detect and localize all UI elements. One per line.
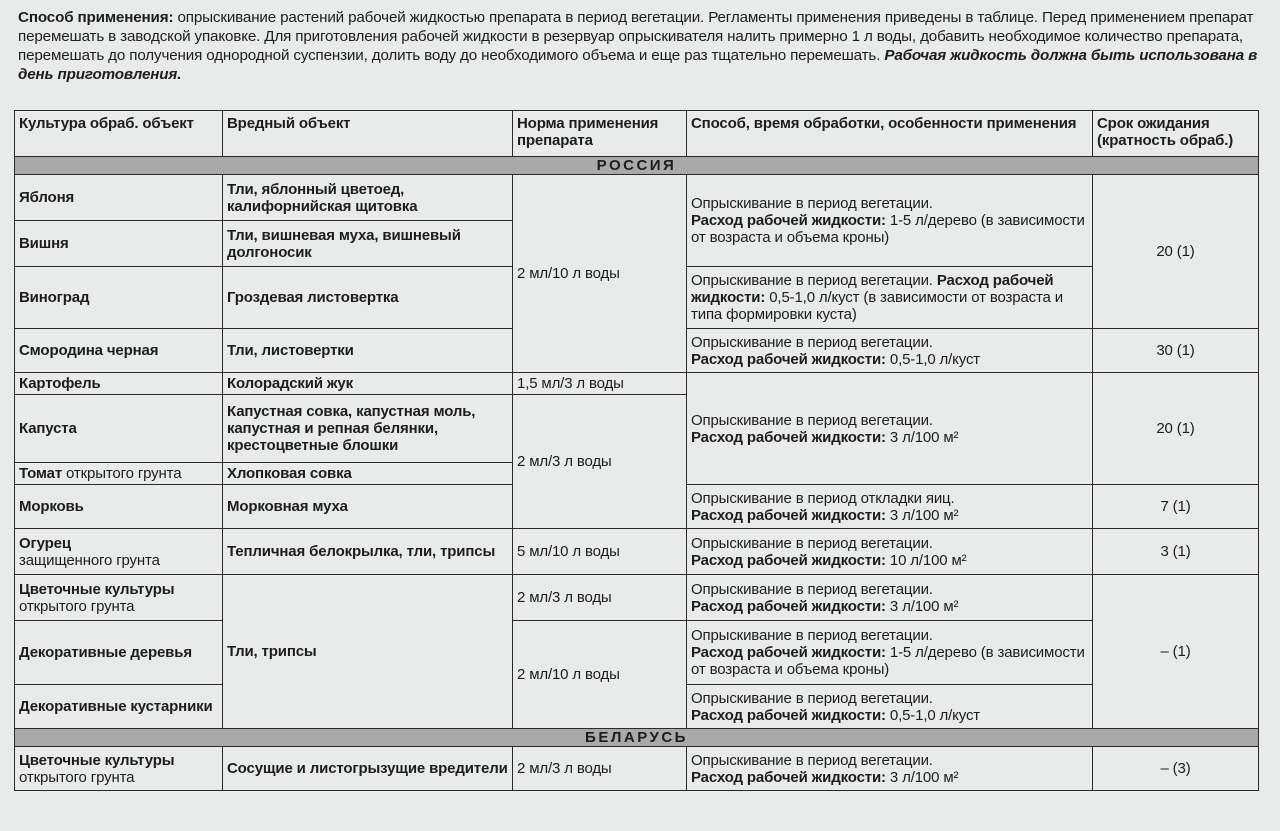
pest-cell: Капустная совка, капустная моль, капустная и репная белянки, крестоцветные блошки bbox=[223, 395, 513, 463]
pest-cell: Тли, листовертки bbox=[223, 329, 513, 373]
method-rest: 0,5-1,0 л/куст bbox=[885, 706, 981, 724]
crop-cell bbox=[15, 575, 223, 621]
instructions-text: опрыскивание растений рабочей жидкостью препарата в период вегетации. Регламенты применения приведены в таблице. Перед применением препарат перемешать в заводской упаковке. Для приготовления рабочей жидкости в резервуар опрыскивателя налить примерно 1 л воды, добавить необходимое количество препарата, перемешать до получения однородной суспензии, долить воду до необходимого объема и еще раз тщательно перемешать. bbox=[18, 9, 1254, 64]
crop-name: Огурец bbox=[19, 534, 71, 552]
method-line: Опрыскивание в период вегетации. bbox=[691, 689, 933, 707]
crop-cell: Капуста bbox=[15, 395, 223, 463]
method-label: Расход рабочей жидкости: bbox=[691, 350, 886, 368]
crop-detail: защищенного грунта bbox=[19, 551, 160, 569]
crop-detail: открытого грунта bbox=[62, 465, 182, 482]
method-rest: 3 л/100 м² bbox=[885, 597, 959, 615]
crop-cell: Морковь bbox=[15, 485, 223, 529]
method-line: Опрыскивание в период вегетации. bbox=[691, 333, 933, 351]
wait-cell: 20 (1) bbox=[1093, 175, 1259, 329]
method-rest: 3 л/100 м² bbox=[885, 428, 959, 446]
table-row bbox=[15, 175, 1259, 221]
region-russia: РОССИЯ bbox=[15, 157, 1259, 175]
method-rest: 1-5 л/дерево (в зависимости от возраста и объема кроны) bbox=[691, 212, 1085, 246]
table-row bbox=[15, 575, 1259, 621]
wait-cell: 30 (1) bbox=[1093, 329, 1259, 373]
method-rest: 0,5-1,0 л/куст (в зависимости от возраста и типа формировки куста) bbox=[691, 289, 1063, 323]
header-wait: Срок ожидания (кратность обраб.) bbox=[1093, 111, 1259, 157]
pest-cell: Тли, яблонный цветоед, калифорнийская щитовка bbox=[223, 175, 513, 221]
method-line: Опрыскивание в период вегетации. bbox=[691, 534, 933, 552]
crop-cell bbox=[15, 747, 223, 791]
method-rest: 3 л/100 м² bbox=[885, 768, 959, 786]
norm-cell: 1,5 мл/3 л воды bbox=[513, 373, 687, 395]
method-line: Опрыскивание в период вегетации. bbox=[691, 751, 933, 769]
norm-cell: 2 мл/10 л воды bbox=[513, 175, 687, 373]
method-label: Расход рабочей жидкости: bbox=[691, 768, 886, 786]
method-label: Расход рабочей жидкости: bbox=[691, 428, 886, 446]
norm-cell: 2 мл/3 л воды bbox=[513, 575, 687, 621]
pest-cell: Тепличная белокрылка, тли, трипсы bbox=[223, 529, 513, 575]
crop-cell: Виноград bbox=[15, 267, 223, 329]
header-pest: Вредный объект bbox=[223, 111, 513, 157]
method-label: Расход рабочей жидкости: bbox=[691, 597, 886, 615]
crop-cell: Яблоня bbox=[15, 175, 223, 221]
application-regulations-table bbox=[14, 110, 1259, 791]
method-cell bbox=[687, 575, 1093, 621]
method-label: Расход рабочей жидкости: bbox=[691, 551, 886, 569]
method-cell bbox=[687, 747, 1093, 791]
norm-cell: 2 мл/10 л воды bbox=[513, 621, 687, 729]
method-rest: 10 л/100 м² bbox=[885, 551, 967, 569]
norm-cell: 2 мл/3 л воды bbox=[513, 747, 687, 791]
method-cell bbox=[687, 485, 1093, 529]
instructions-emphasis: Рабочая жидкость должна быть использована в день приготовления. bbox=[18, 47, 1258, 83]
pest-cell: Сосущие и листогрызущие вредители bbox=[223, 747, 513, 791]
header-crop: Культура обраб. объект bbox=[15, 111, 223, 157]
method-cell bbox=[687, 175, 1093, 267]
method-line: Опрыскивание в период вегетации. bbox=[691, 411, 933, 429]
pest-cell: Тли, вишневая муха, вишневый долгоносик bbox=[223, 221, 513, 267]
method-cell bbox=[687, 267, 1093, 329]
header-method: Способ, время обработки, особенности применения bbox=[687, 111, 1093, 157]
table-row bbox=[15, 747, 1259, 791]
crop-cell bbox=[15, 529, 223, 575]
crop-name: Цветочные культуры bbox=[19, 751, 175, 769]
crop-cell: Декоративные деревья bbox=[15, 621, 223, 685]
method-cell bbox=[687, 685, 1093, 729]
method-line: Опрыскивание в период вегетации. bbox=[691, 195, 933, 212]
table-row bbox=[15, 529, 1259, 575]
region-row-belarus bbox=[15, 729, 1259, 747]
region-row-russia bbox=[15, 157, 1259, 175]
method-line: Опрыскивание в период откладки яиц. bbox=[691, 489, 955, 507]
pest-cell: Тли, трипсы bbox=[223, 575, 513, 729]
crop-cell: Картофель bbox=[15, 373, 223, 395]
method-cell bbox=[687, 621, 1093, 685]
method-rest: 3 л/100 м² bbox=[885, 506, 959, 524]
method-label: Расход рабочей жидкости: bbox=[691, 644, 886, 661]
wait-cell: 20 (1) bbox=[1093, 373, 1259, 485]
method-label: Расход рабочей жидкости: bbox=[691, 706, 886, 724]
method-rest: 1-5 л/дерево (в зависимости от возраста и объема кроны) bbox=[691, 644, 1085, 678]
method-line: Опрыскивание в период вегетации. bbox=[691, 627, 933, 644]
header-norm: Норма применения препарата bbox=[513, 111, 687, 157]
pest-cell: Морковная муха bbox=[223, 485, 513, 529]
instructions-label: Способ применения: bbox=[18, 9, 174, 26]
crop-cell: Смородина черная bbox=[15, 329, 223, 373]
application-instructions bbox=[18, 8, 1268, 84]
pest-cell: Колорадский жук bbox=[223, 373, 513, 395]
wait-cell: – (1) bbox=[1093, 575, 1259, 729]
norm-cell: 2 мл/3 л воды bbox=[513, 395, 687, 529]
crop-cell bbox=[15, 463, 223, 485]
wait-cell: 3 (1) bbox=[1093, 529, 1259, 575]
method-rest: 0,5-1,0 л/куст bbox=[885, 350, 981, 368]
method-cell bbox=[687, 373, 1093, 485]
pest-cell: Хлопковая совка bbox=[223, 463, 513, 485]
method-cell bbox=[687, 329, 1093, 373]
crop-cell: Декоративные кустарники bbox=[15, 685, 223, 729]
wait-cell: 7 (1) bbox=[1093, 485, 1259, 529]
table-header-row bbox=[15, 111, 1259, 157]
norm-cell: 5 мл/10 л воды bbox=[513, 529, 687, 575]
crop-name: Томат bbox=[19, 465, 63, 482]
method-label: Расход рабочей жидкости: bbox=[691, 506, 886, 524]
crop-detail: открытого грунта bbox=[19, 768, 135, 786]
method-line: Опрыскивание в период вегетации. bbox=[691, 272, 937, 289]
table-row bbox=[15, 621, 1259, 685]
method-label: Расход рабочей жидкости: bbox=[691, 212, 886, 229]
method-cell bbox=[687, 529, 1093, 575]
crop-detail: открытого грунта bbox=[19, 597, 135, 615]
crop-cell: Вишня bbox=[15, 221, 223, 267]
region-belarus: БЕЛАРУСЬ bbox=[15, 729, 1259, 747]
method-line: Опрыскивание в период вегетации. bbox=[691, 580, 933, 598]
crop-name: Цветочные культуры bbox=[19, 580, 175, 598]
pest-cell: Гроздевая листовертка bbox=[223, 267, 513, 329]
table-row bbox=[15, 373, 1259, 395]
wait-cell: – (3) bbox=[1093, 747, 1259, 791]
method-label: Расход рабочей жидкости: bbox=[691, 272, 1054, 306]
